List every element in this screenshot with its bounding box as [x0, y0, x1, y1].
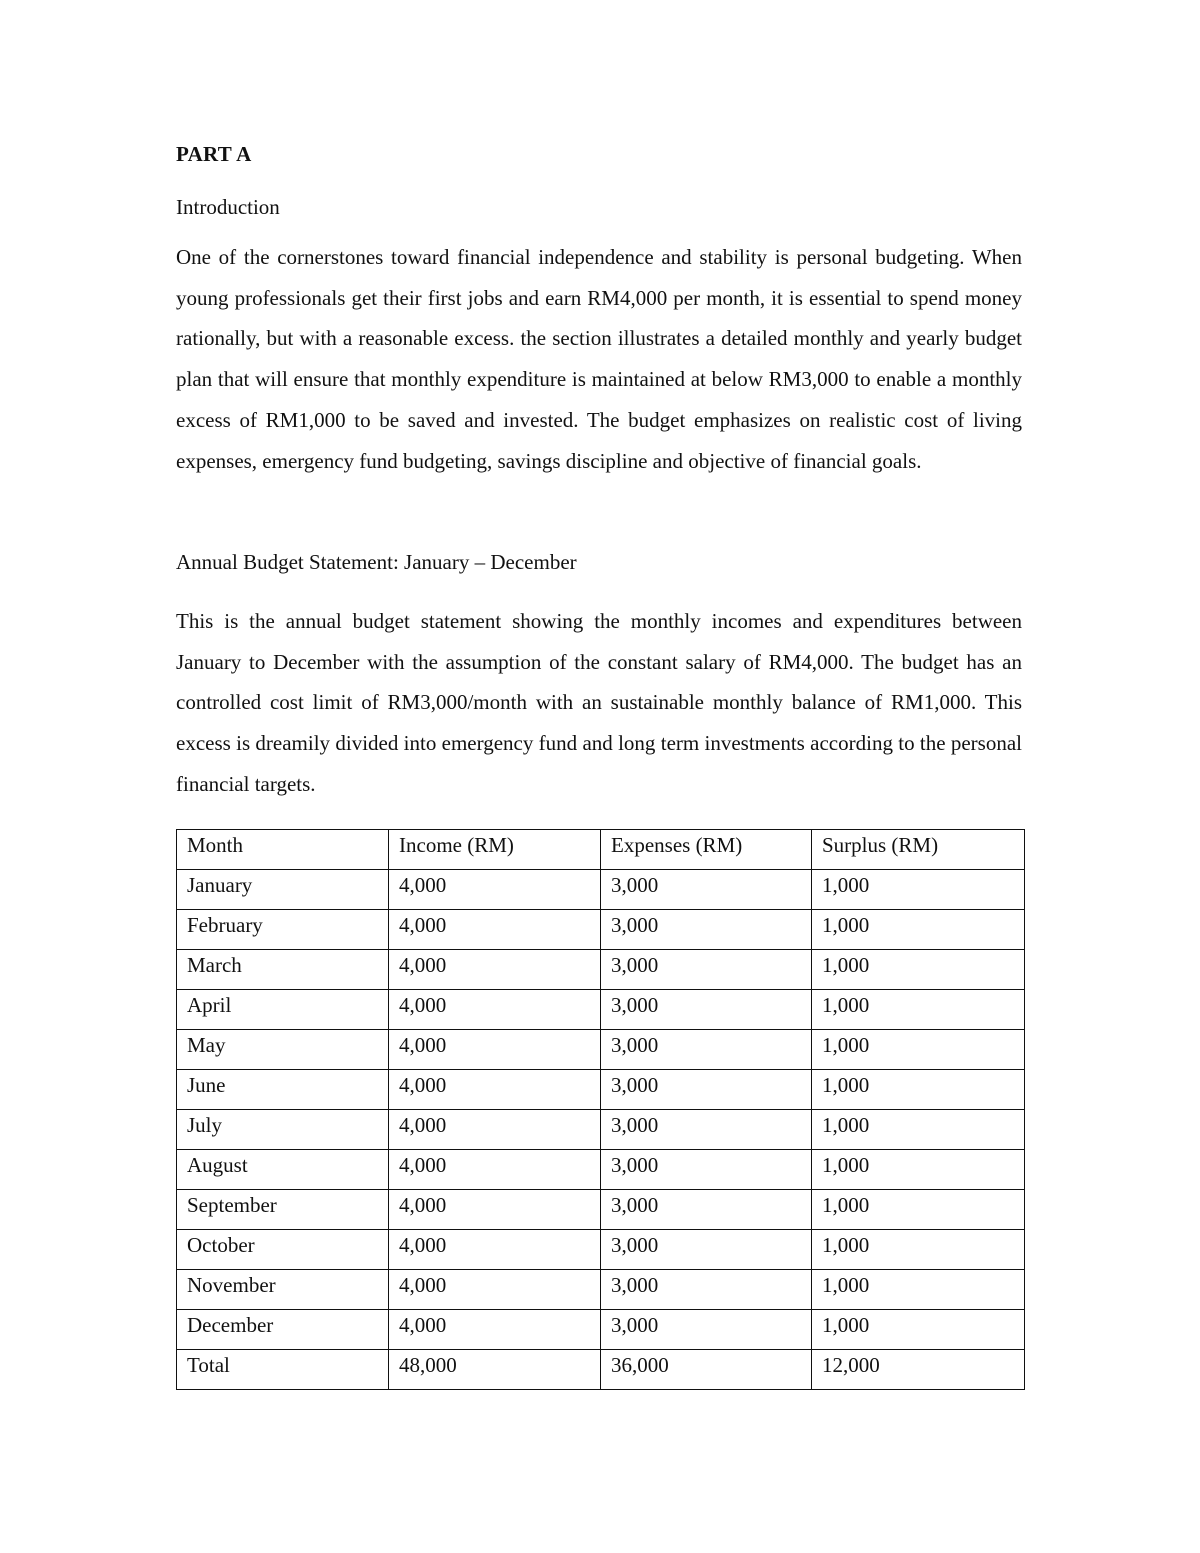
cell-month: April: [177, 990, 389, 1030]
cell-expenses: 3,000: [601, 1110, 812, 1150]
cell-income: 4,000: [389, 870, 601, 910]
table-row: [177, 910, 1025, 950]
cell-surplus: 1,000: [812, 870, 1025, 910]
table-row: [177, 990, 1025, 1030]
cell-expenses: 3,000: [601, 950, 812, 990]
cell-income: 4,000: [389, 1030, 601, 1070]
cell-expenses: 36,000: [601, 1350, 812, 1390]
statement-paragraph: This is the annual budget statement showing the monthly incomes and expenditures between January to December with the assumption of the constant salary of RM4,000. The budget has an controlled cost limit of RM3,000/month with an sustainable monthly balance of RM1,000. This excess is dreamily divided into emergency fund and long term investments according to the personal financial targets.: [176, 609, 1022, 796]
cell-month: May: [177, 1030, 389, 1070]
introduction-heading: Introduction: [176, 195, 280, 219]
table-row: [177, 1310, 1025, 1350]
cell-expenses: 3,000: [601, 870, 812, 910]
cell-income: 4,000: [389, 1310, 601, 1350]
cell-month: Total: [177, 1350, 389, 1390]
part-heading: PART A: [176, 142, 252, 166]
cell-surplus: 12,000: [812, 1350, 1025, 1390]
cell-surplus: 1,000: [812, 1310, 1025, 1350]
cell-income: 4,000: [389, 1270, 601, 1310]
cell-expenses: 3,000: [601, 1190, 812, 1230]
cell-income: 4,000: [389, 1150, 601, 1190]
table-row: [177, 1230, 1025, 1270]
cell-surplus: 1,000: [812, 990, 1025, 1030]
cell-surplus: 1,000: [812, 950, 1025, 990]
budget-table: [176, 829, 1025, 1390]
cell-expenses: 3,000: [601, 1150, 812, 1190]
cell-income: 4,000: [389, 1190, 601, 1230]
table-row: [177, 870, 1025, 910]
cell-expenses: 3,000: [601, 1270, 812, 1310]
cell-month: August: [177, 1150, 389, 1190]
cell-surplus: 1,000: [812, 1150, 1025, 1190]
cell-month: December: [177, 1310, 389, 1350]
cell-expenses: 3,000: [601, 1030, 812, 1070]
table-header-row: [177, 830, 1025, 870]
table-row: [177, 1070, 1025, 1110]
cell-expenses: 3,000: [601, 990, 812, 1030]
table-row: [177, 1150, 1025, 1190]
table-row: [177, 1190, 1025, 1230]
cell-surplus: 1,000: [812, 1030, 1025, 1070]
cell-surplus: 1,000: [812, 1270, 1025, 1310]
table-row: [177, 1270, 1025, 1310]
cell-month: February: [177, 910, 389, 950]
header-expenses: Expenses (RM): [601, 830, 812, 870]
table-row: [177, 1030, 1025, 1070]
introduction-paragraph: One of the cornerstones toward financial independence and stability is personal budgeting. When young professionals get their first jobs and earn RM4,000 per month, it is essential to spend money rationally, but with a reasonable excess. the section illustrates a detailed monthly and yearly budget plan that will ensure that monthly expenditure is maintained at below RM3,000 to enable a monthly excess of RM1,000 to be saved and invested. The budget emphasizes on realistic cost of living expenses, emergency fund budgeting, savings discipline and objective of financial goals.: [176, 245, 1022, 473]
cell-income: 4,000: [389, 1110, 601, 1150]
cell-income: 4,000: [389, 910, 601, 950]
cell-expenses: 3,000: [601, 1230, 812, 1270]
cell-expenses: 3,000: [601, 910, 812, 950]
header-income: Income (RM): [389, 830, 601, 870]
table-total-row: [177, 1350, 1025, 1390]
table-row: [177, 1110, 1025, 1150]
cell-expenses: 3,000: [601, 1070, 812, 1110]
cell-expenses: 3,000: [601, 1310, 812, 1350]
table-row: [177, 950, 1025, 990]
cell-income: 4,000: [389, 1070, 601, 1110]
cell-income: 4,000: [389, 990, 601, 1030]
cell-month: September: [177, 1190, 389, 1230]
cell-month: July: [177, 1110, 389, 1150]
cell-surplus: 1,000: [812, 910, 1025, 950]
cell-month: March: [177, 950, 389, 990]
cell-income: 4,000: [389, 1230, 601, 1270]
table-body: [177, 870, 1025, 1390]
cell-month: January: [177, 870, 389, 910]
cell-month: June: [177, 1070, 389, 1110]
cell-income: 48,000: [389, 1350, 601, 1390]
cell-surplus: 1,000: [812, 1230, 1025, 1270]
header-month: Month: [177, 830, 389, 870]
cell-surplus: 1,000: [812, 1110, 1025, 1150]
cell-surplus: 1,000: [812, 1070, 1025, 1110]
cell-month: October: [177, 1230, 389, 1270]
header-surplus: Surplus (RM): [812, 830, 1025, 870]
cell-month: November: [177, 1270, 389, 1310]
cell-income: 4,000: [389, 950, 601, 990]
statement-heading: Annual Budget Statement: January – December: [176, 550, 577, 574]
cell-surplus: 1,000: [812, 1190, 1025, 1230]
